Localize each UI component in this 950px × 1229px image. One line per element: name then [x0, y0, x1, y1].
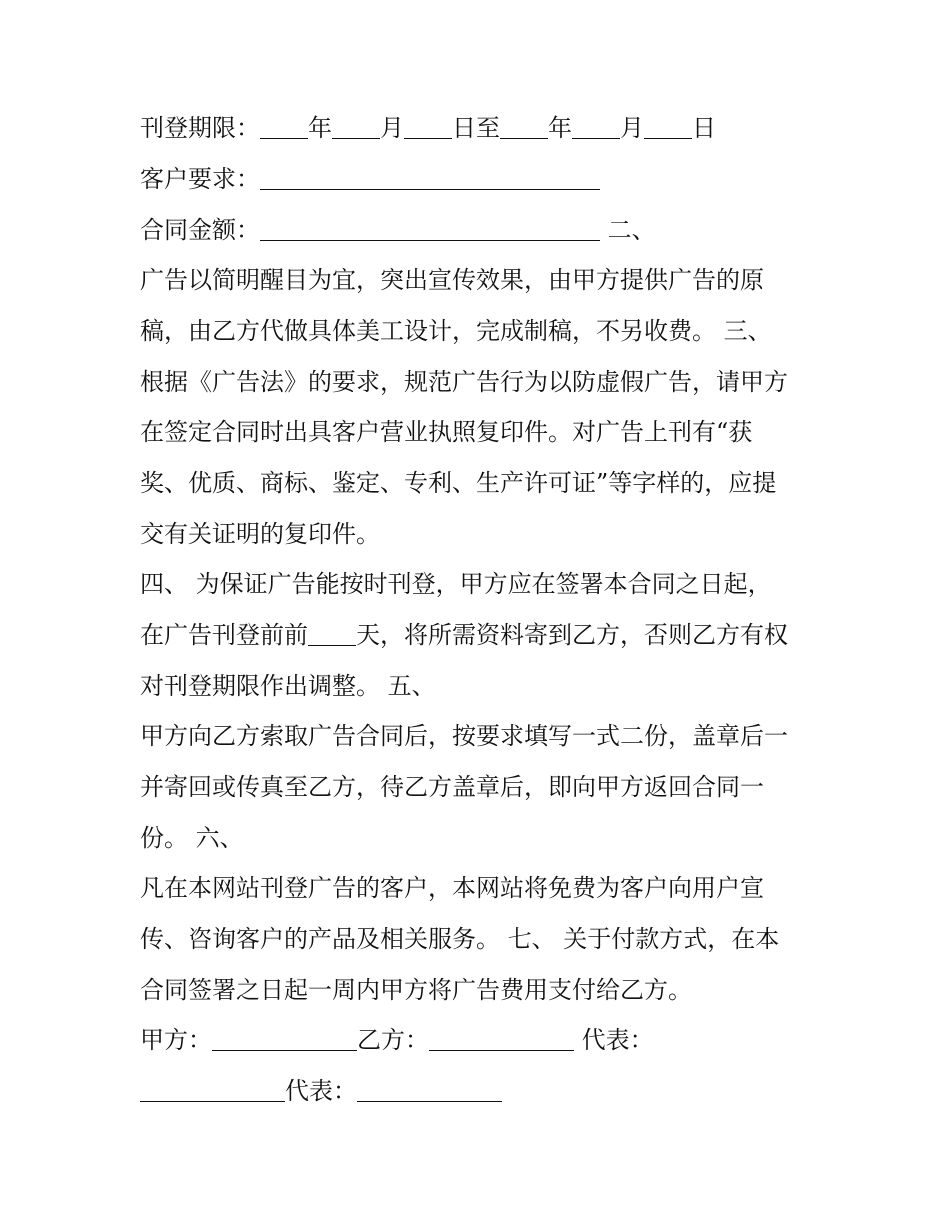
text-line: 在签定合同时出具客户营业执照复印件。对广告上刊有“获	[140, 418, 753, 446]
text-line: 并寄回或传真至乙方，待乙方盖章后，即向甲方返回合同一	[140, 773, 764, 801]
party-a-blank[interactable]	[212, 1028, 357, 1051]
advance-after: 天，将所需资料寄到乙方，否则乙方有权	[356, 621, 788, 649]
period-line	[140, 108, 830, 148]
text-line: 奖、优质、商标、鉴定、专利、生产许可证”等字样的，应提	[140, 469, 777, 497]
blank-year-1[interactable]	[260, 116, 308, 139]
text-line: 凡在本网站刊登广告的客户，本网站将免费为客户向用户宣	[140, 874, 764, 902]
text-line: 份。 六、	[140, 824, 244, 852]
client-request-blank[interactable]	[260, 167, 600, 190]
signature-line-2	[140, 1071, 830, 1111]
text-line: 传、咨询客户的产品及相关服务。 七、 关于付款方式，在本	[140, 925, 780, 953]
text-line: 广告以简明醒目为宜，突出宣传效果，由甲方提供广告的原	[140, 266, 764, 294]
party-a-label: 甲方：	[140, 1026, 212, 1054]
rep-a-label: 代表：	[581, 1026, 654, 1054]
day-to-label: 日至	[452, 114, 500, 142]
blank-year-2[interactable]	[500, 116, 548, 139]
amount-blank[interactable]	[260, 218, 600, 241]
month-label-2: 月	[620, 114, 644, 142]
rep-a-blank[interactable]	[140, 1079, 285, 1102]
advance-before: 在广告刊登前前	[140, 621, 308, 649]
text-line: 对刊登期限作出调整。 五、	[140, 672, 436, 700]
blank-day-1[interactable]	[404, 116, 452, 139]
amount-line	[140, 210, 830, 250]
party-b-blank[interactable]	[429, 1028, 574, 1051]
blank-month-2[interactable]	[572, 116, 620, 139]
rep-b-blank[interactable]	[357, 1079, 502, 1102]
section-two-label: 二、	[607, 216, 656, 244]
signature-line-1	[140, 1020, 830, 1060]
text-line: 稿，由乙方代做具体美工设计，完成制稿，不另收费。 三、	[140, 317, 772, 345]
client-request-label: 客户要求：	[140, 165, 260, 193]
advance-days-blank[interactable]	[308, 623, 356, 646]
period-label: 刊登期限：	[140, 114, 260, 142]
text-line: 合同签署之日起一周内甲方将广告费用支付给乙方。	[140, 976, 692, 1004]
year-label-1: 年	[308, 114, 332, 142]
advance-days-line	[140, 615, 830, 655]
party-b-label: 乙方：	[357, 1026, 429, 1054]
blank-month-1[interactable]	[332, 116, 380, 139]
month-label-1: 月	[380, 114, 404, 142]
text-line: 交有关证明的复印件。	[140, 520, 380, 548]
year-label-2: 年	[548, 114, 572, 142]
day-label-2: 日	[692, 114, 716, 142]
client-request-line	[140, 159, 830, 199]
text-line: 四、 为保证广告能按时刊登，甲方应在签署本合同之日起，	[140, 570, 772, 598]
text-line: 甲方向乙方索取广告合同后，按要求填写一式二份，盖章后一	[140, 722, 788, 750]
rep-b-label: 代表：	[285, 1077, 357, 1105]
blank-day-2[interactable]	[644, 116, 692, 139]
amount-label: 合同金额：	[140, 216, 260, 244]
text-line: 根据《广告法》的要求，规范广告行为以防虚假广告，请甲方	[140, 368, 788, 396]
